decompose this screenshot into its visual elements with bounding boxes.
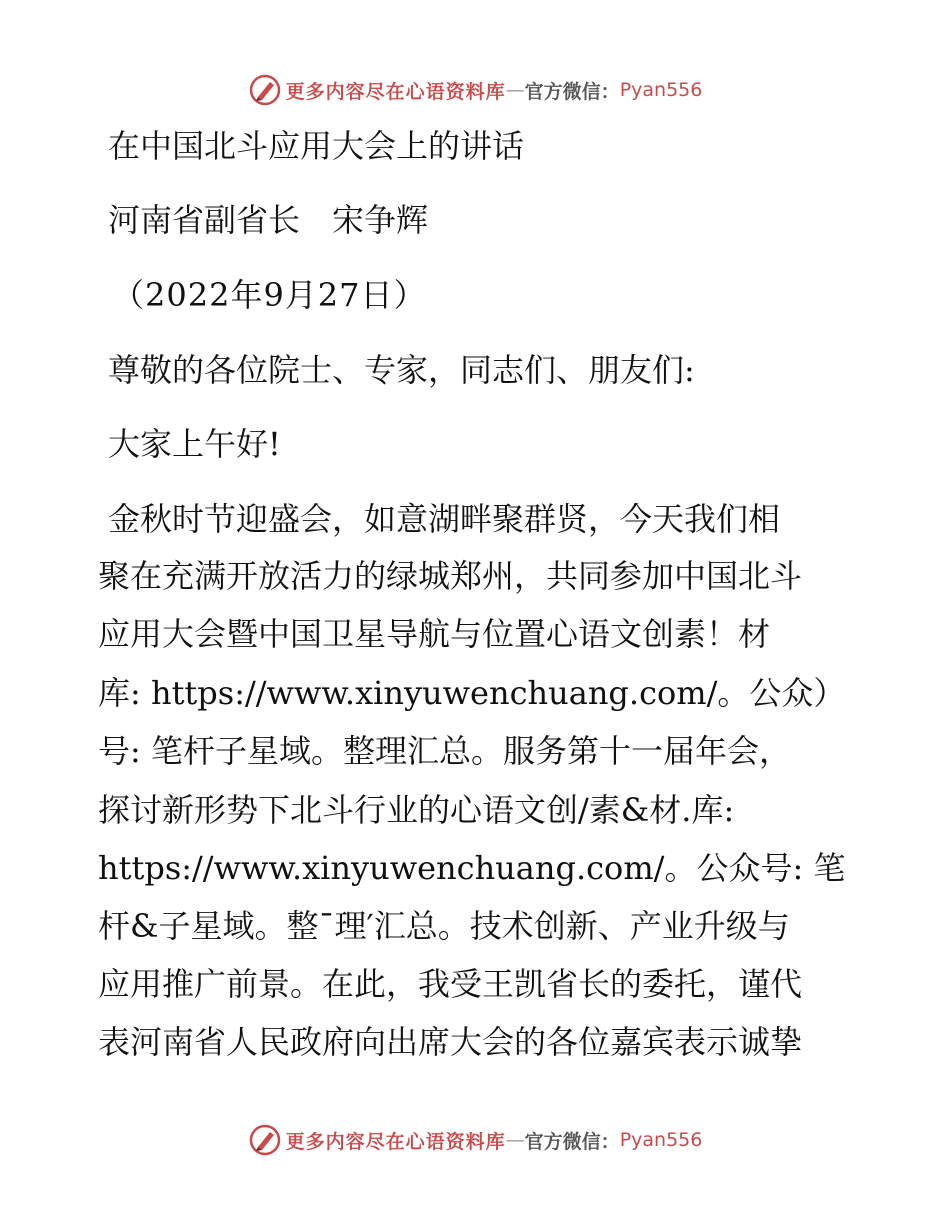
paragraph-line: 号: 笔杆子星域。整理汇总。服务第十一届年会， <box>98 732 791 770</box>
watermark-text: 更多内容尽在心语资料库 <box>285 80 506 103</box>
watermark-wechat-id: Pyan556 <box>619 1129 703 1151</box>
watermark-wechat-label: 官方微信： <box>524 1130 620 1153</box>
document-salutation: 大家上午好! <box>108 425 281 463</box>
paragraph-line: 聚在充满开放活力的绿城郑州，共同参加中国北斗 <box>98 557 803 595</box>
pen-nib-icon <box>248 73 282 107</box>
watermark-text: 更多内容尽在心语资料库 <box>285 1130 506 1153</box>
document-title: 在中国北斗应用大会上的讲话 <box>108 127 525 165</box>
paragraph-line: 探讨新形势下北斗行业的心语文创/素&材.库: <box>98 791 735 829</box>
paragraph-line: 杆&子星域。整¯理′汇总。技术创新、产业升级与 <box>98 907 790 945</box>
watermark-separator: — <box>505 79 525 101</box>
document-greeting: 尊敬的各位院士、专家，同志们、朋友们: <box>108 351 695 389</box>
paragraph-line: 表河南省人民政府向出席大会的各位嘉宾表示诚挚 <box>98 1023 803 1061</box>
paragraph-line: https://www.xinyuwenchuang.com/。公众号: 笔 <box>98 849 846 887</box>
paragraph-line: 库: https://www.xinyuwenchuang.com/。公众） <box>98 674 846 712</box>
watermark-separator: — <box>505 1129 525 1151</box>
document-date: （2022年9月27日） <box>112 276 427 314</box>
paragraph-line: 应用大会暨中国卫星导航与位置心语文创素！材 <box>98 615 771 653</box>
watermark-wechat-id: Pyan556 <box>619 79 703 101</box>
paragraph-line: 应用推广前景。在此，我受王凯省长的委托，谨代 <box>98 965 803 1003</box>
pen-nib-icon <box>248 1123 282 1157</box>
watermark-banner-top <box>0 70 950 110</box>
watermark-wechat-label: 官方微信： <box>524 80 620 103</box>
document-author: 河南省副省长 宋争辉 <box>108 201 429 239</box>
watermark-banner-bottom <box>0 1120 950 1160</box>
paragraph-line: 金秋时节迎盛会，如意湖畔聚群贤，今天我们相 <box>108 500 781 538</box>
